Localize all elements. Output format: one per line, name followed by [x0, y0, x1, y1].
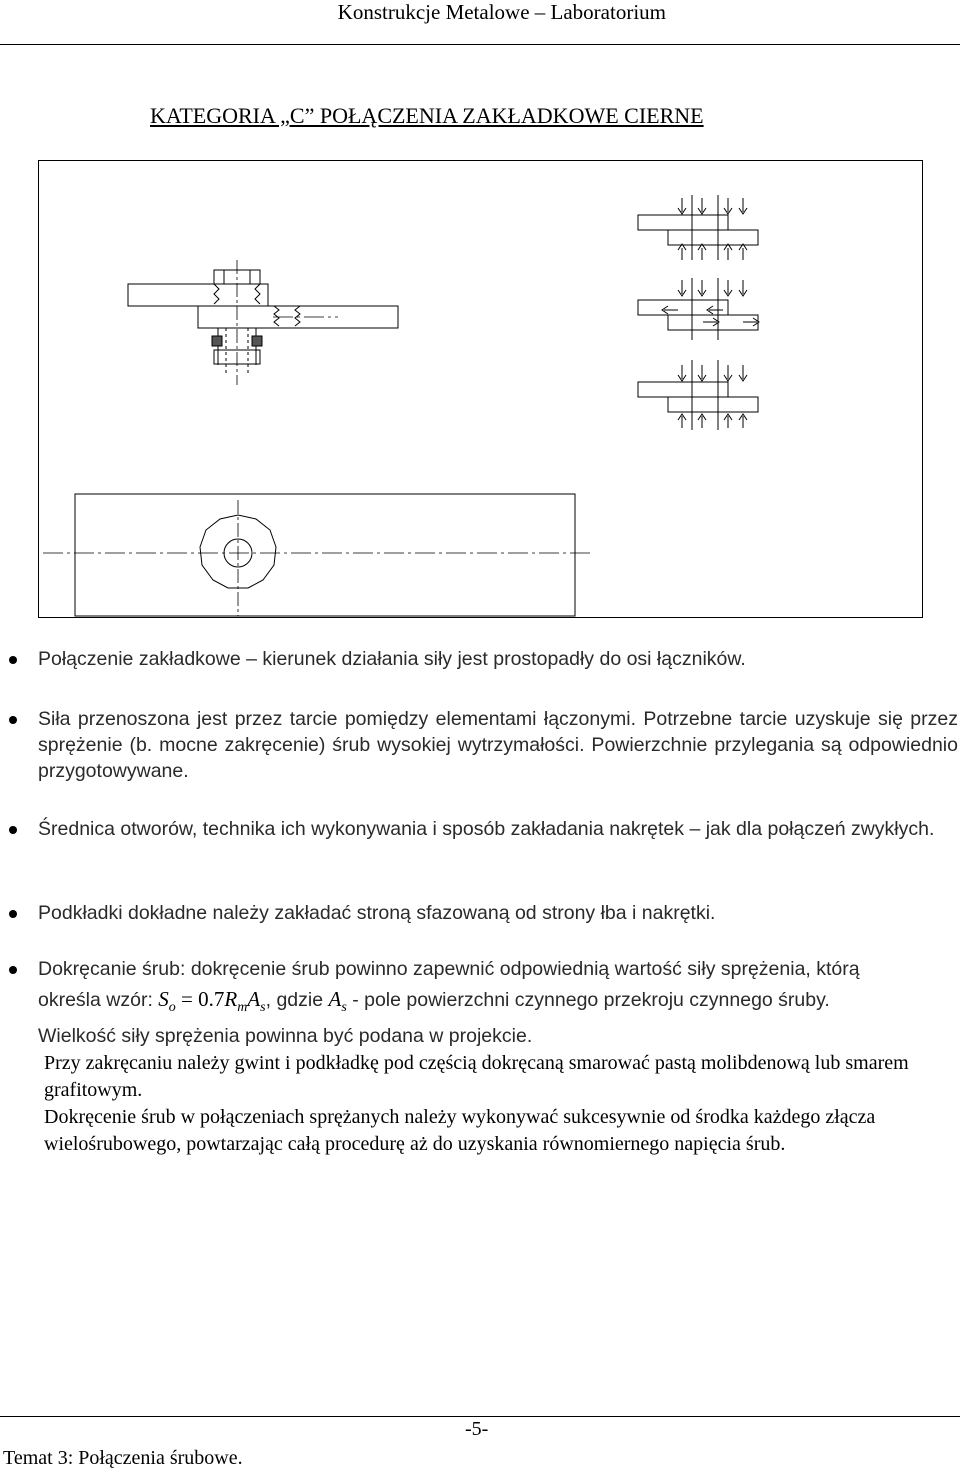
list-item: [38, 816, 958, 842]
plan-view: [43, 494, 593, 616]
running-title: Konstrukcje Metalowe – Laboratorium: [337, 0, 666, 24]
bullet-icon: [9, 656, 17, 664]
upper-plate: [128, 284, 268, 306]
page-number: -5-: [465, 1418, 489, 1440]
paragraph: Przy zakręcaniu należy gwint i podkładkę pod częścią dokręcaną smarować pastą molibdenową lub smarem grafitowym.: [44, 1052, 909, 1101]
bullet-icon: [9, 826, 17, 834]
footer-divider: [0, 1416, 960, 1417]
bullet-text: Wielkość siły sprężenia powinna być podana w projekcie.: [38, 1025, 533, 1048]
list-item: [38, 646, 958, 672]
bullet-icon: [9, 910, 17, 918]
page-title: KATEGORIA „C” POŁĄCZENIA ZAKŁADKOWE CIERNE: [150, 103, 704, 128]
formula: $S_o = 0.7R_mA_s$: [158, 987, 266, 1016]
bullet-text: Dokręcanie śrub: dokręcenie śrub powinno zapewnić odpowiednią wartość siły sprężenia, którą: [38, 958, 860, 980]
formula-prefix: określa wzór:: [38, 989, 153, 1011]
friction-joint-drawing: [38, 160, 923, 625]
section-view: [128, 260, 398, 385]
bullet-text: Połączenie zakładkowe – kierunek działania siły jest prostopadły do osi łączników.: [38, 648, 746, 670]
bullet-icon: [9, 966, 17, 974]
bullet-icon: [9, 716, 17, 724]
bullet-text: Średnica otworów, technika ich wykonywania i sposób zakładania nakrętek – jak dla połączeń zwykłych.: [38, 818, 935, 840]
drawing-frame: [39, 161, 923, 618]
footer-topic: Temat 3: Połączenia śrubowe.: [3, 1447, 243, 1469]
formula-line: określa wzór: $S_o = 0.7R_mA_s$, gdzie $A_s$ - pole powierzchni czynnego przekroju czynnego śruby.: [38, 987, 830, 1016]
paragraph: Dokręcenie śrub w połączeniach sprężanych należy wykonywać sukcesywnie od środka każdego złącza wielośrubowego, powtarzając całą procedurę aż do uzyskania równomiernego napięcia śrub.: [44, 1106, 876, 1155]
formula-As: $A_s$: [328, 987, 347, 1016]
list-item: [38, 900, 958, 926]
header-divider: [0, 44, 960, 45]
list-item: [38, 706, 958, 784]
force-diagrams: [638, 195, 759, 430]
bullet-text: Podkładki dokładne należy zakładać stroną sfazowaną od strony łba i nakrętki.: [38, 902, 716, 924]
bullet-text: Siła przenoszona jest przez tarcie pomiędzy elementami łączonymi. Potrzebne tarcie uzyskuje się przez sprężenie (b. mocne zakręcenie) śrub wysokiej wytrzymałości. Powierzchnie przylegania są odpowiednio przygotowywane.: [38, 708, 958, 782]
list-item: [38, 956, 958, 1049]
